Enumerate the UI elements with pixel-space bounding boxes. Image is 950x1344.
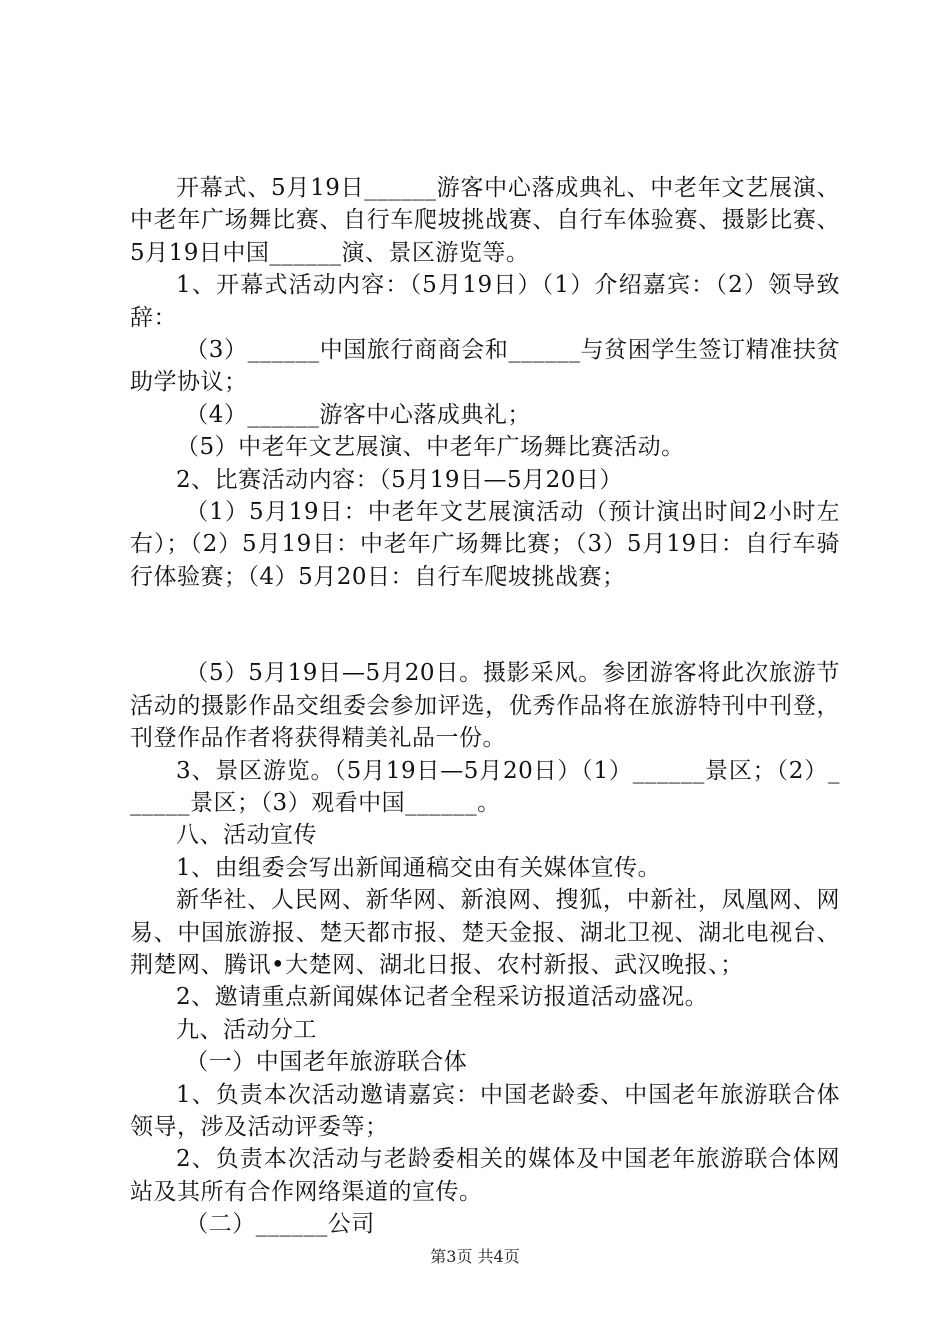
paragraph: 1、负责本次活动邀请嘉宾：中国老龄委、中国老年旅游联合体领导，涉及活动评委等； [130,1081,840,1140]
document-body [130,172,840,1241]
page-footer: 第3页 共4页 [430,1247,520,1266]
paragraph: 八、活动宣传 [176,822,317,849]
paragraph: 2、邀请重点新闻媒体记者全程采访报道活动盛况。 [176,984,709,1011]
paragraph: 九、活动分工 [176,1016,317,1043]
paragraph: （一）中国老年旅游联合体 [185,1049,468,1076]
paragraph: 2、比赛活动内容：（5月19日—5月20日） [176,466,623,493]
paragraph: （5）中老年文艺展演、中老年广场舞比赛活动。 [176,434,685,461]
paragraph: 1、由组委会写出新闻通稿交由有关媒体宣传。 [176,854,662,881]
paragraph: 3、景区游览。（5月19日—5月20日）（1）______景区；（2）______景区；（3）观看中国______。 [130,757,840,816]
paragraph: （5）5月19日—5月20日。摄影采风。参团游客将此次旅游节活动的摄影作品交组委会参加评选，优秀作品将在旅游特刊中刊登，刊登作品作者将获得精美礼品一份。 [130,660,840,752]
paragraph: 2、负责本次活动与老龄委相关的媒体及中国老年旅游联合体网站及其所有合作网络渠道的宣传。 [130,1146,840,1205]
paragraph: 开幕式、5月19日______游客中心落成典礼、中老年文艺展演、中老年广场舞比赛、自行车爬坡挑战赛、自行车体验赛、摄影比赛、5月19日中国______演、景区游览等。 [130,175,840,266]
paragraph: 新华社、人民网、新华网、新浪网、搜狐，中新社，凤凰网、网易、中国旅游报、楚天都市报、楚天金报、湖北卫视、湖北电视台、荆楚网、腾讯•大楚网、湖北日报、农村新报、武汉晚报、； [130,887,840,978]
paragraph: 1、开幕式活动内容：（5月19日）（1）介绍嘉宾：（2）领导致辞： [130,272,840,331]
paragraph: （4）______游客中心落成典礼； [185,401,531,428]
paragraph: （二）______公司 [185,1211,375,1238]
paragraph: （1）5月19日：中老年文艺展演活动（预计演出时间2小时左右）；（2）5月19日：中老年广场舞比赛；（3）5月19日：自行车骑行体验赛；（4）5月20日：自行车爬坡挑战赛； [130,499,840,590]
paragraph-gap [130,609,840,641]
paragraph: （3）______中国旅行商商会和______与贫困学生签订精准扶贫助学协议； [130,337,840,396]
